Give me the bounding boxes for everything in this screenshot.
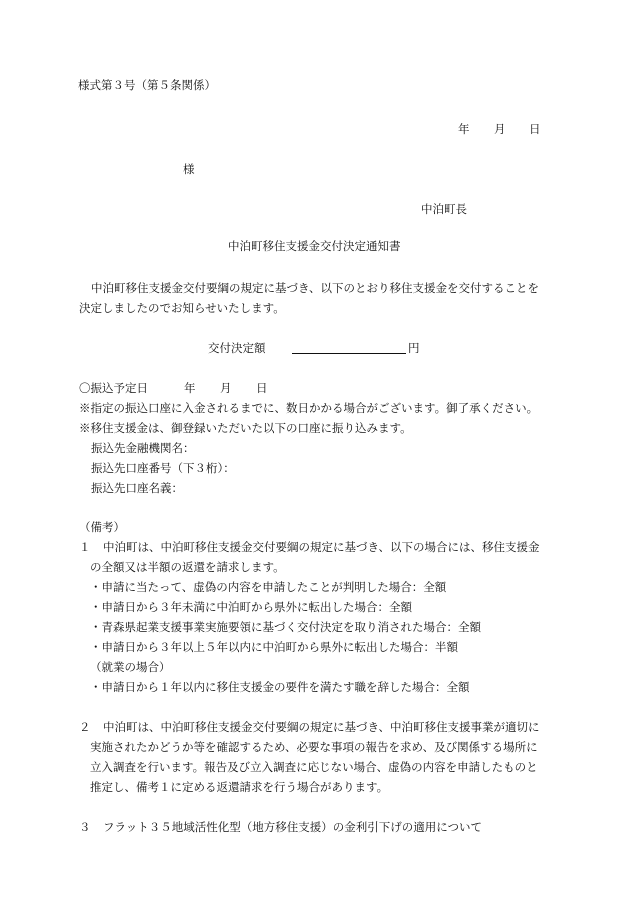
remark-1-line-2: の全額又は半額の返還を請求します。 [90, 560, 285, 574]
remark-1-number: １ [79, 540, 91, 554]
sender-name: 中泊町長 [421, 202, 467, 216]
remark-3-number: ３ [79, 820, 91, 834]
planned-date-label: 〇振込予定日 [79, 381, 148, 395]
planned-date-day: 日 [256, 381, 268, 395]
remark-1-bullet: ・申請日から３年未満に中泊町から県外に転出した場合：全額 [90, 600, 412, 614]
remark-1-bullet: ・青森県起業支援事業実施要領に基づく交付決定を取り消された場合：全額 [90, 620, 481, 634]
addressee-suffix: 様 [183, 162, 195, 176]
date-month: 月 [494, 122, 506, 136]
amount-unit: 円 [408, 341, 420, 355]
intro-line-2: 決定しましたのでお知らせいたします。 [79, 301, 285, 315]
account-number-label: 振込先口座番号（下３桁）： [91, 461, 235, 475]
amount-underline [292, 353, 406, 354]
amount-label: 交付決定額 [208, 341, 266, 355]
remark-2-line-1: 中泊町は、中泊町移住支援金交付要綱の規定に基づき、中泊町移住支援事業が適切に [103, 720, 540, 734]
account-name-label: 振込先口座名義： [91, 481, 183, 495]
remark-1-line-1: 中泊町は、中泊町移住支援金交付要綱の規定に基づき、以下の場合には、移住支援金 [103, 540, 540, 554]
date-day: 日 [529, 122, 541, 136]
remark-2-line-3: 立入調査を行います。報告及び立入調査に応じない場合、虚偽の内容を申請したものと [90, 760, 538, 774]
planned-date-year: 年 [184, 381, 196, 395]
remark-1-bullet: ・申請に当たって、虚偽の内容を申請したことが判明した場合：全額 [90, 580, 447, 594]
remark-2-line-2: 実施されたかどうか等を確認するため、必要な事項の報告を求め、及び関係する場所に [90, 740, 538, 754]
date-year: 年 [458, 122, 470, 136]
form-number: 様式第３号（第５条関係） [78, 78, 216, 92]
remark-2-number: ２ [79, 720, 91, 734]
remark-1-bullet: ・申請日から３年以上５年以内に中泊町から県外に転出した場合：半額 [90, 640, 458, 654]
intro-line-1: 中泊町移住支援金交付要綱の規定に基づき、以下のとおり移住支援金を交付することを [91, 281, 540, 295]
bank-label: 振込先金融機関名： [91, 441, 195, 455]
remark-3-line-1: フラット３５地域活性化型（地方移住支援）の金利引下げの適用について [103, 820, 483, 834]
transfer-note-1: ※指定の振込口座に入金されるまでに、数日かかる場合がございます。御了承ください。 [79, 401, 539, 415]
remark-1-subheading: （就業の場合） [90, 660, 171, 674]
remarks-heading: （備考） [79, 520, 125, 534]
planned-date-month: 月 [220, 381, 232, 395]
remark-2-line-4: 推定し、備考１に定める返還請求を行う場合があります。 [90, 780, 389, 794]
transfer-note-2: ※移住支援金は、御登録いただいた以下の口座に振り込みます。 [79, 421, 412, 435]
remark-1-bullet: ・申請日から１年以内に移住支援金の要件を満たす職を辞した場合：全額 [90, 680, 470, 694]
document-title: 中泊町移住支援金交付決定通知書 [228, 239, 401, 253]
